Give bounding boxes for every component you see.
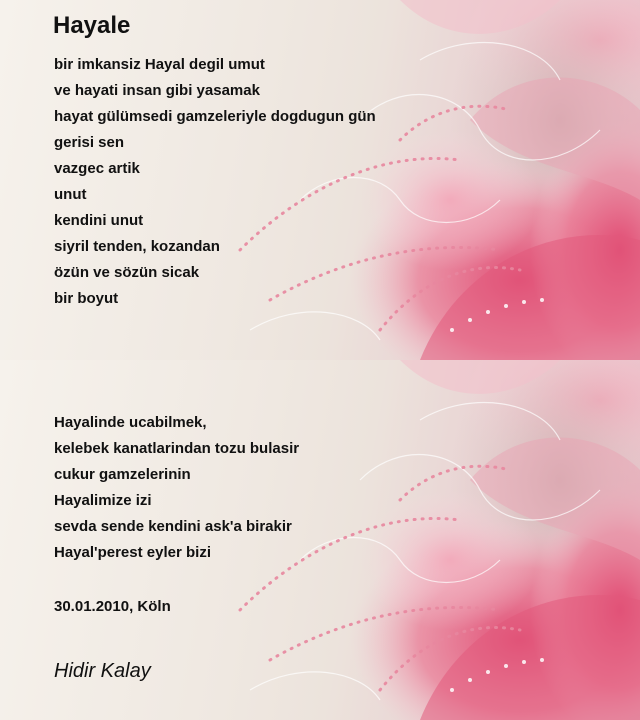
- poem-stanza-2: [54, 410, 299, 566]
- poem-line: Hayalinde ucabilmek,: [54, 414, 207, 431]
- poem-line: vazgec artik: [54, 160, 140, 177]
- poem-line: sevda sende kendini ask'a birakir: [54, 518, 292, 535]
- poem-date: 30.01.2010, Köln: [54, 598, 171, 615]
- poem-title: Hayale: [53, 12, 131, 39]
- poem-line: bir imkansiz Hayal degil umut: [54, 56, 265, 73]
- poem-line: hayat gülümsedi gamzeleriyle dogdugun gün: [54, 108, 376, 125]
- poem-author: Hidir Kalay: [54, 660, 151, 682]
- poem-line: özün ve sözün sicak: [54, 264, 200, 281]
- poem-line: bir boyut: [54, 290, 119, 307]
- poem-line: gerisi sen: [54, 134, 125, 151]
- poem-line: ve hayati insan gibi yasamak: [54, 82, 260, 99]
- poem-line: siyril tenden, kozandan: [54, 238, 220, 255]
- poem-line: unut: [54, 186, 87, 203]
- poem-line: cukur gamzelerinin: [54, 466, 191, 483]
- poem-line: Hayalimize izi: [54, 492, 152, 509]
- poem-stanza-1: [54, 52, 376, 312]
- poem-line: Hayal'perest eyler bizi: [54, 544, 211, 561]
- poem-line: kelebek kanatlarindan tozu bulasir: [54, 440, 300, 457]
- poem-line: kendini unut: [54, 212, 144, 229]
